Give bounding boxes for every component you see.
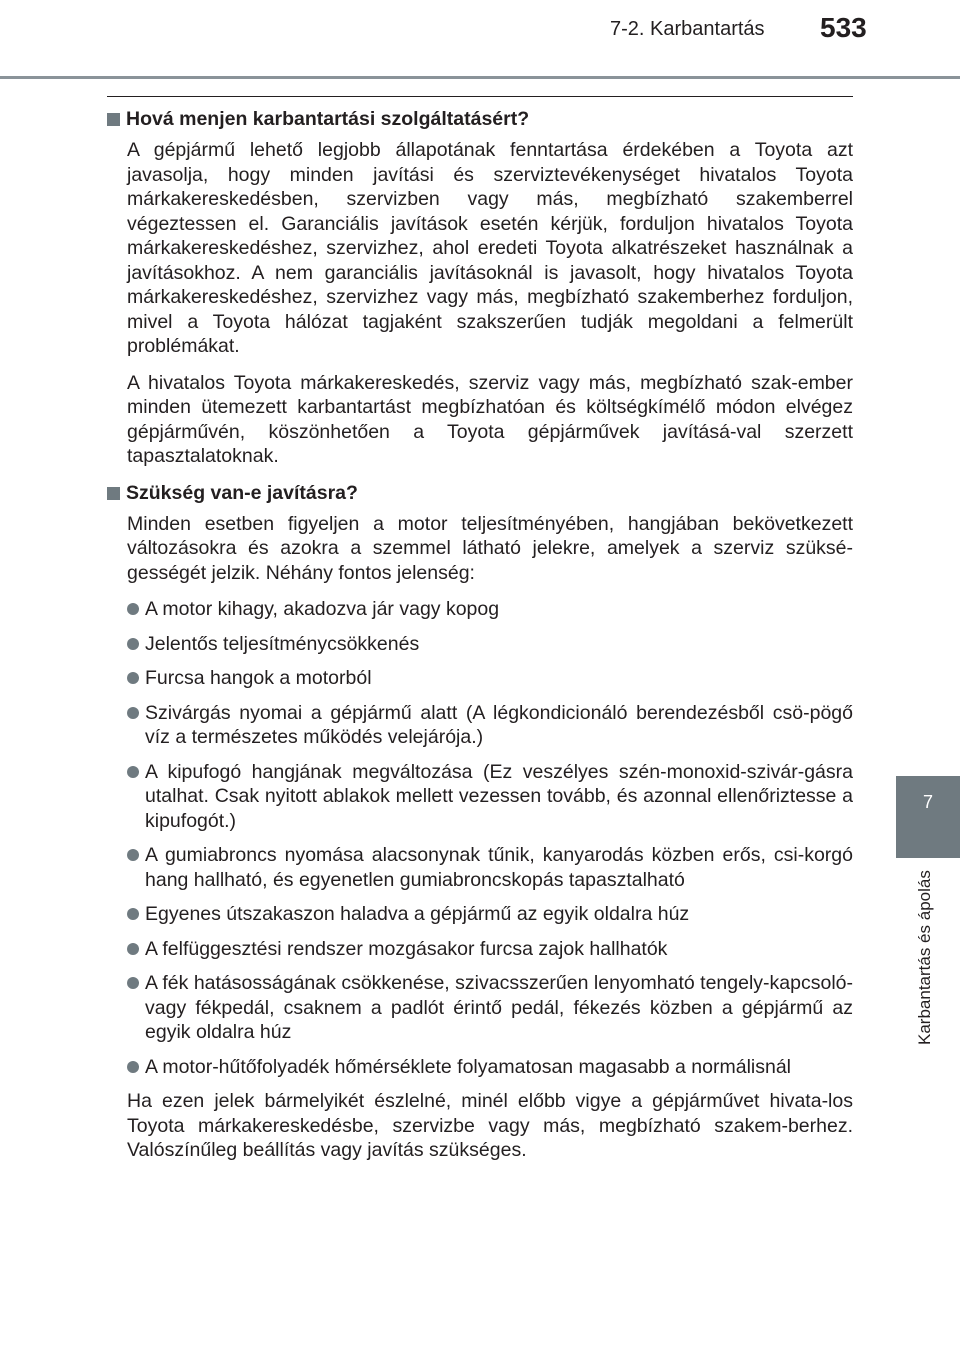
circle-bullet-icon [127, 849, 139, 861]
list-item [127, 632, 853, 657]
list-item [127, 902, 853, 927]
paragraph: A hivatalos Toyota márkakereskedés, szerviz vagy más, megbízható szak-ember minden ütemezett karbantartást megbízhatóan és költségkímélő módon elvégez gépjárművén, köszönhetően a Toyota gépjárművek javításá-val szerzett tapasztalatoknak. [127, 371, 853, 467]
circle-bullet-icon [127, 977, 139, 989]
paragraph-outro: Ha ezen jelek bármelyikét észlelné, minél előbb vigye a gépjárművet hivata-los Toyota márkakereskedésbe, szervizbe vagy más, megbízható szakem-berhez. Valószínűleg beállítás vagy javítás szükséges. [127, 1090, 853, 1161]
list-item-text: Furcsa hangok a motorból [145, 667, 372, 689]
list-item-text: A gumiabroncs nyomása alacsonynak tűnik, kanyarodás közben erős, csi-korgó hang hallható, és egyenetlen gumiabroncskopás tapasztalható [145, 844, 853, 891]
list-item [127, 666, 853, 691]
circle-bullet-icon [127, 1061, 139, 1073]
page-number: 533 [820, 12, 867, 43]
section-heading-repair [107, 481, 853, 506]
circle-bullet-icon [127, 908, 139, 920]
chapter-number: 7 [922, 792, 933, 812]
list-item-text: Jelentős teljesítménycsökkenés [145, 632, 420, 655]
list-item-text: A motor-hűtőfolyadék hőmérséklete folyamatosan magasabb a normálisnál [145, 1055, 792, 1078]
circle-bullet-icon [127, 707, 139, 719]
paragraph-intro: Minden esetben figyeljen a motor teljesítményében, hangjában bekövetkezett változásokra és azokra a szemmel látható jelekre, amelyek a szerviz szüksé-gességét jelzik. Néhány fontos jelenség: [127, 512, 853, 584]
symptom-list [107, 597, 853, 1079]
list-item-text: Egyenes útszakaszon haladva a gépjármű az egyik oldalra húz [145, 903, 690, 925]
chapter-tab[interactable] [896, 776, 960, 858]
list-item [127, 760, 853, 834]
content-rule [107, 96, 853, 97]
square-bullet-icon [107, 487, 120, 500]
paragraph: A gépjármű lehető legjobb állapotának fenntartása érdekében a Toyota azt javasolja, hogy minden javítási és szerviztevékenységet hivatalos Toyota márkakereskedésben, szervizben vagy más, megbízható szakemberrel végeztessen el. Garanciális javítások esetén kérjük, forduljon hivatalos Toyota márkakereskedéshez, szervizhez, ahol eredeti Toyota alkatrészeket használnak a javításokhoz. A nem garanciális javításoknál is javasolt, hogy hivatalos Toyota márkakereskedéshez, szervizhez vagy más, megbízható szakemberhez forduljon, mivel a Toyota hálózat tagjaként szakszerűen tudják megoldani a felmerült problémákat. [127, 139, 853, 357]
heading-text: Hová menjen karbantartási szolgáltatásért? [126, 108, 530, 130]
list-item [127, 843, 853, 892]
circle-bullet-icon [127, 672, 139, 684]
list-item [127, 937, 853, 962]
circle-bullet-icon [127, 638, 139, 650]
list-item [127, 597, 853, 622]
heading-text: Szükség van-e javításra? [126, 481, 358, 504]
section-heading-service [107, 107, 853, 132]
list-item-text: A fék hatásosságának csökkenése, szivacsszerűen lenyomható tengely-kapcsoló- vagy fékpedál, csaknem a padlót érintő pedál, fékezés közben a gépjármű az egyik oldalra húz [145, 972, 853, 1043]
circle-bullet-icon [127, 766, 139, 778]
chapter-title: Karbantartás és ápolás [915, 870, 934, 1045]
circle-bullet-icon [127, 603, 139, 615]
list-item-text: A kipufogó hangjának megváltozása (Ez veszélyes szén-monoxid-szivár-gásra utalhat. Csak nyitott ablakok mellett vezessen tovább, és azonnal ellenőriztesse a kipufogót.) [145, 760, 853, 832]
header-rule [0, 76, 960, 79]
list-item-text: A motor kihagy, akadozva jár vagy kopog [145, 598, 500, 620]
list-item [127, 971, 853, 1045]
list-item-text: A felfüggesztési rendszer mozgásakor furcsa zajok hallhatók [145, 937, 668, 960]
page-content [107, 96, 853, 1175]
circle-bullet-icon [127, 943, 139, 955]
list-item [127, 701, 853, 750]
list-item-text: Szivárgás nyomai a gépjármű alatt (A légkondicionáló berendezésből csö-pögő víz a természetes működés velejárója.) [145, 701, 853, 748]
square-bullet-icon [107, 113, 120, 126]
section-label: 7-2. Karbantartás [610, 18, 765, 40]
list-item [127, 1055, 853, 1080]
